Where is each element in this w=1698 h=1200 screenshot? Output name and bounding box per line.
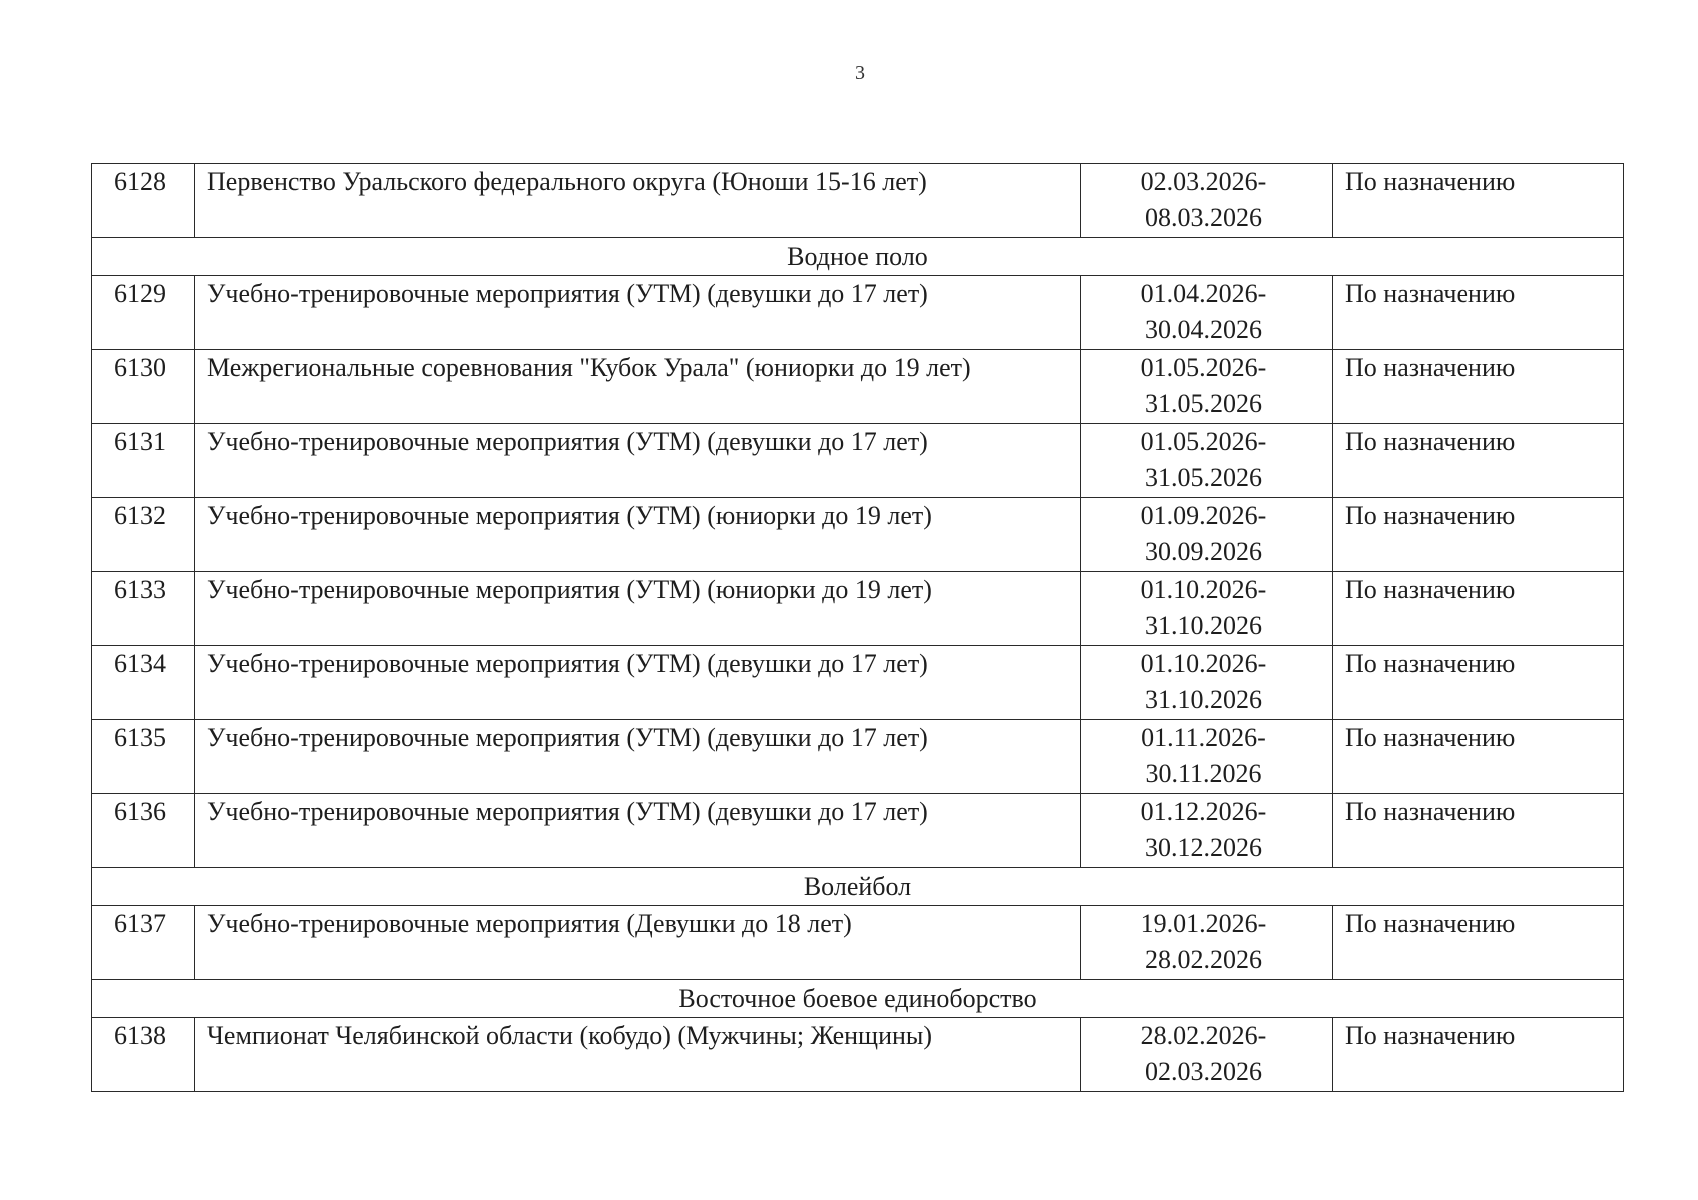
event-number: 6138 [92, 1018, 195, 1092]
table-row [92, 1018, 1624, 1092]
event-number: 6134 [92, 646, 195, 720]
event-name: Учебно-тренировочные мероприятия (Девушки до 18 лет) [195, 906, 1081, 980]
event-name: Чемпионат Челябинской области (кобудо) (Мужчины; Женщины) [195, 1018, 1081, 1092]
event-place: По назначению [1333, 164, 1624, 238]
table-row [92, 498, 1624, 572]
event-place: По назначению [1333, 572, 1624, 646]
date-end: 28.02.2026 [1145, 945, 1262, 974]
date-end: 08.03.2026 [1145, 203, 1262, 232]
event-place: По назначению [1333, 424, 1624, 498]
section-header-row [92, 980, 1624, 1018]
table-row [92, 906, 1624, 980]
event-dates [1081, 720, 1333, 794]
event-name: Учебно-тренировочные мероприятия (УТМ) (юниорки до 19 лет) [195, 572, 1081, 646]
event-number: 6128 [92, 164, 195, 238]
date-start: 19.01.2026- [1140, 909, 1267, 938]
date-end: 30.09.2026 [1145, 537, 1262, 566]
date-end: 31.10.2026 [1145, 685, 1262, 714]
event-place: По назначению [1333, 720, 1624, 794]
date-start: 28.02.2026- [1140, 1021, 1267, 1050]
event-place: По назначению [1333, 794, 1624, 868]
event-name: Учебно-тренировочные мероприятия (УТМ) (девушки до 17 лет) [195, 720, 1081, 794]
event-place: По назначению [1333, 906, 1624, 980]
date-start: 01.04.2026- [1140, 279, 1267, 308]
event-number: 6131 [92, 424, 195, 498]
date-end: 02.03.2026 [1145, 1057, 1262, 1086]
table-row [92, 720, 1624, 794]
date-start: 01.11.2026- [1141, 723, 1266, 752]
table-row [92, 794, 1624, 868]
event-dates [1081, 276, 1333, 350]
page-number: 3 [855, 62, 865, 84]
event-dates [1081, 164, 1333, 238]
event-name: Учебно-тренировочные мероприятия (УТМ) (девушки до 17 лет) [195, 424, 1081, 498]
section-header-row [92, 238, 1624, 276]
date-end: 31.10.2026 [1145, 611, 1262, 640]
event-dates [1081, 572, 1333, 646]
table-row [92, 350, 1624, 424]
table-row [92, 276, 1624, 350]
events-table [91, 163, 1624, 1092]
event-dates [1081, 424, 1333, 498]
date-end: 30.04.2026 [1145, 315, 1262, 344]
event-number: 6129 [92, 276, 195, 350]
event-dates [1081, 646, 1333, 720]
event-place: По назначению [1333, 350, 1624, 424]
date-start: 01.10.2026- [1140, 575, 1267, 604]
event-name: Учебно-тренировочные мероприятия (УТМ) (девушки до 17 лет) [195, 276, 1081, 350]
table-row [92, 572, 1624, 646]
event-number: 6133 [92, 572, 195, 646]
event-number: 6135 [92, 720, 195, 794]
event-place: По назначению [1333, 1018, 1624, 1092]
table-row [92, 164, 1624, 238]
event-number: 6130 [92, 350, 195, 424]
date-start: 01.09.2026- [1140, 501, 1267, 530]
event-number: 6137 [92, 906, 195, 980]
date-start: 01.05.2026- [1140, 427, 1267, 456]
date-end: 31.05.2026 [1145, 389, 1262, 418]
date-end: 31.05.2026 [1145, 463, 1262, 492]
events-table-body [92, 164, 1624, 1092]
date-end: 30.12.2026 [1145, 833, 1262, 862]
event-dates [1081, 350, 1333, 424]
event-name: Учебно-тренировочные мероприятия (УТМ) (девушки до 17 лет) [195, 646, 1081, 720]
event-dates [1081, 1018, 1333, 1092]
event-place: По назначению [1333, 498, 1624, 572]
event-name: Учебно-тренировочные мероприятия (УТМ) (юниорки до 19 лет) [195, 498, 1081, 572]
date-start: 01.05.2026- [1140, 353, 1267, 382]
table-row [92, 646, 1624, 720]
date-start: 01.10.2026- [1140, 649, 1267, 678]
event-number: 6136 [92, 794, 195, 868]
section-title: Водное поло [92, 238, 1624, 276]
section-title: Волейбол [92, 868, 1624, 906]
event-name: Учебно-тренировочные мероприятия (УТМ) (девушки до 17 лет) [195, 794, 1081, 868]
date-start: 02.03.2026- [1140, 167, 1267, 196]
section-title: Восточное боевое единоборство [92, 980, 1624, 1018]
event-dates [1081, 906, 1333, 980]
event-dates [1081, 498, 1333, 572]
event-dates [1081, 794, 1333, 868]
date-end: 30.11.2026 [1145, 759, 1262, 788]
section-header-row [92, 868, 1624, 906]
event-place: По назначению [1333, 646, 1624, 720]
event-name: Межрегиональные соревнования "Кубок Урала" (юниорки до 19 лет) [195, 350, 1081, 424]
event-number: 6132 [92, 498, 195, 572]
table-row [92, 424, 1624, 498]
date-start: 01.12.2026- [1140, 797, 1267, 826]
event-place: По назначению [1333, 276, 1624, 350]
event-name: Первенство Уральского федерального округа (Юноши 15-16 лет) [195, 164, 1081, 238]
